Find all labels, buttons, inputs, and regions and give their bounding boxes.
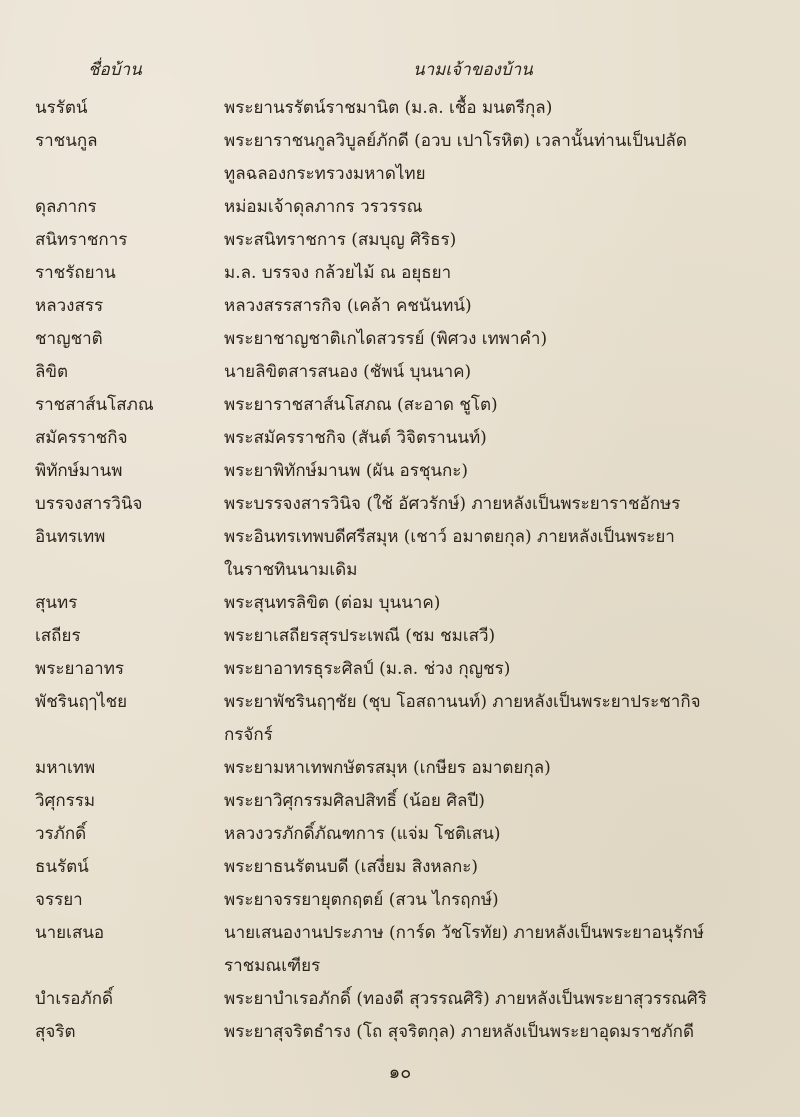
list-item [0,521,800,587]
owner-line: หลวงสรรสารกิจ (เคล้า คชนันทน์) [224,296,472,316]
house-name: บรรจงสารวินิจ [35,494,143,514]
list-item [0,488,800,521]
house-name: อินทรเทพ [35,527,106,547]
owner-name [224,455,781,488]
owner-name [224,257,781,290]
house-name: ดุลภากร [35,197,97,217]
owner-name [224,752,781,785]
list-item [0,752,800,785]
owner-name [224,224,781,257]
house-name: ชาญชาติ [35,329,103,349]
owner-line: พระยาพิทักษ์มานพ (ผัน อรชุนกะ) [224,461,469,481]
owner-line: กรจักร์ [224,725,273,745]
list-item [0,422,800,455]
owner-line: พระยาชาญชาติเกไดสวรรย์ (พิศวง เทพาคำ) [224,329,548,349]
owner-line: ในราชทินนามเดิม [224,560,358,580]
house-name: ลิขิต [35,362,69,382]
owner-name [224,356,781,389]
owner-line: พระยาธนรัตนบดี (เสงี่ยม สิงหลกะ) [224,857,479,877]
list-item [0,785,800,818]
house-name: ราชรัถยาน [35,263,116,283]
owner-line: พระยาวิศุกรรมศิลปสิทธิ์ (น้อย ศิลปี) [224,791,485,811]
header-house-name: ชื่อบ้าน [88,60,142,80]
owner-name [224,653,781,686]
owner-name [224,389,781,422]
list-item [0,224,800,257]
list-item [0,92,800,125]
house-name: นรรัตน์ [35,98,88,118]
list-item [0,917,800,983]
owner-name [224,521,781,587]
list-item [0,455,800,488]
house-name: วิศุกรรม [35,791,96,811]
house-name: ราชนกูล [35,131,98,151]
house-name: สมัครราชกิจ [35,428,128,448]
owner-line: พระยาราชนกูลวิบูลย์ภักดี (อวบ เปาโรหิต) เวลานั้นท่านเป็นปลัด [224,131,687,151]
list-item [0,653,800,686]
owner-line: พระสมัครราชกิจ (สันต์ วิจิตรานนท์) [224,428,487,448]
owner-name [224,884,781,917]
owner-line: พระยาอาทรธุระศิลป์ (ม.ล. ช่วง กุญชร) [224,659,511,679]
list-item [0,257,800,290]
owner-name [224,92,781,125]
owner-name [224,191,781,224]
owner-line: พระยานรรัตน์ราชมานิต (ม.ล. เชื้อ มนตรีกุล) [224,98,553,118]
list-item [0,389,800,422]
owner-name [224,818,781,851]
header-owner-name: นามเจ้าของบ้าน [413,60,533,80]
house-name: เสถียร [35,626,81,646]
list-item [0,191,800,224]
house-name: สุจริต [35,1022,76,1042]
owner-line: นายลิขิตสารสนอง (ชัพน์ บุนนาค) [224,362,472,382]
house-name: นายเสนอ [35,923,105,943]
list-item [0,1016,800,1049]
owner-line: ราชมณเฑียร [224,956,321,976]
owner-name [224,917,781,983]
owner-line: พระอินทรเทพบดีศรีสมุห (เชาว์ อมาตยกุล) ภายหลังเป็นพระยา [224,527,675,547]
list-item [0,323,800,356]
house-name: หลวงสรร [35,296,104,316]
owner-line: พระสุนทรลิขิต (ต่อม บุนนาค) [224,593,441,613]
owner-name [224,851,781,884]
owner-name [224,323,781,356]
house-name: มหาเทพ [35,758,96,778]
owner-name [224,422,781,455]
house-name: วรภักดิ์ [35,824,87,844]
owner-name [224,587,781,620]
owner-name [224,290,781,323]
owner-line: ทูลฉลองกระทรวงมหาดไทย [224,164,426,184]
owner-line: พระยาราชสาส์นโสภณ (สะอาด ชูโต) [224,395,498,415]
owner-line: นายเสนองานประภาษ (การ์ด วัชโรทัย) ภายหลังเป็นพระยาอนุรักษ์ [224,923,704,943]
owner-line: พระยาจรรยายุตกฤตย์ (สวน ไกรฤกษ์) [224,890,499,910]
owner-name [224,686,781,752]
list-item [0,983,800,1016]
owner-line: พระสนิทราชการ (สมบุญ ศิริธร) [224,230,457,250]
owner-name [224,1016,781,1049]
owner-name [224,620,781,653]
list-item [0,686,800,752]
house-name: สุนทร [35,593,78,613]
house-name: พระยาอาทร [35,659,125,679]
owner-line: ม.ล. บรรจง กล้วยไม้ ณ อยุธยา [224,263,452,283]
house-name: จรรยา [35,890,83,910]
list-item [0,851,800,884]
house-name: พิทักษ์มานพ [35,461,123,481]
list-item [0,818,800,851]
list-item [0,620,800,653]
owner-line: พระยาพัชรินฤๅชัย (ชุบ โอสถานนท์) ภายหลังเป็นพระยาประชากิจ [224,692,701,712]
house-name: ราชสาส์นโสภณ [35,395,154,415]
list-item [0,587,800,620]
owner-line: พระยาเสถียรสุรประเพณี (ชม ชมเสวี) [224,626,496,646]
owner-name [224,488,781,521]
house-name: บำเรอภักดิ์ [35,989,114,1009]
house-name: ธนรัตน์ [35,857,89,877]
owner-line: พระบรรจงสารวินิจ (ใช้ อัศวรักษ์) ภายหลังเป็นพระยาราชอักษร [224,494,681,514]
list-item [0,356,800,389]
owner-name [224,125,781,191]
owner-line: หลวงวรภักดิ์ภัณฑการ (แจ่ม โชติเสน) [224,824,501,844]
list-item [0,884,800,917]
owner-name [224,785,781,818]
page-number: ๑๐ [388,1062,412,1083]
owner-line: พระยามหาเทพกษัตรสมุห (เกษียร อมาตยกุล) [224,758,551,778]
list-item [0,125,800,191]
owner-line: พระยาบำเรอภักดิ์ (ทองดี สุวรรณศิริ) ภายหลังเป็นพระยาสุวรรณศิริ [224,989,707,1009]
owner-name [224,983,781,1016]
list-item [0,290,800,323]
owner-line: หม่อมเจ้าดุลภากร วรวรรณ [224,197,423,217]
house-name: สนิทราชการ [35,230,128,250]
house-owner-list [0,92,800,1049]
owner-line: พระยาสุจริตธำรง (โถ สุจริตกุล) ภายหลังเป็นพระยาอุดมราชภักดี [224,1022,694,1042]
house-name: พัชรินฤๅไชย [35,692,128,712]
column-header [0,56,800,86]
